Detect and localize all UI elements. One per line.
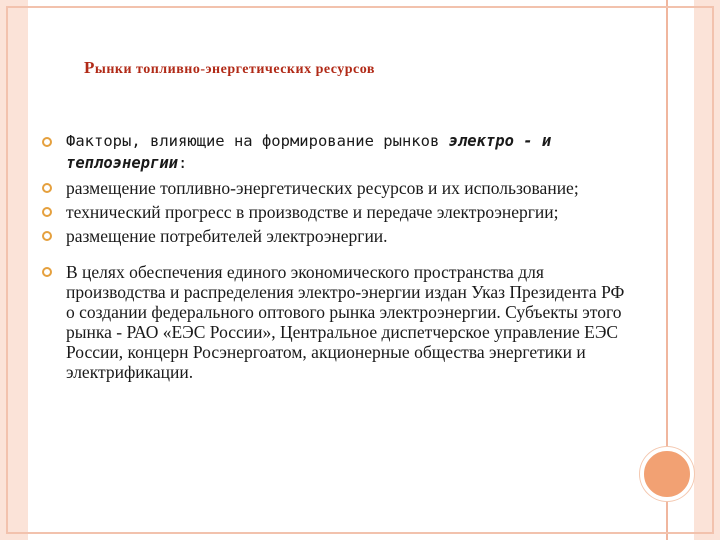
bullet-circle-icon [42, 183, 52, 193]
bullet-circle-icon [42, 137, 52, 147]
item-text: В целях обеспечения единого экономического пространства для производства и распределения электро-энергии издан Указ Президента РФ о создании федерального оптового рынка электроэнергии. Субъекты этого рынка - РАО «ЕЭС России», Центральное диспетчерское управление ЕЭС России, концерн Росэнергоатом, акционерные общества энергетики и электрификации. [66, 262, 625, 382]
item-text-suffix: : [177, 154, 188, 172]
slide-title [84, 58, 375, 78]
list-item [40, 130, 630, 174]
list-item [40, 178, 630, 198]
list-item [40, 226, 630, 246]
bullet-circle-icon [42, 231, 52, 241]
item-text-italic: электро - и теплоэнергии [66, 132, 552, 172]
bullet-circle-icon [42, 207, 52, 217]
title-first-letter: Р [84, 58, 95, 77]
bullet-circle-icon [42, 267, 52, 277]
list-item [40, 202, 630, 222]
bullet-list [40, 130, 630, 386]
item-text: размещение топливно-энергетических ресурсов и их использование; [66, 178, 579, 198]
decorative-circle [640, 447, 694, 501]
list-item [40, 262, 630, 382]
item-text: технический прогресс в производстве и передаче электроэнергии; [66, 202, 559, 222]
title-rest: ынки топливно-энергетических ресурсов [94, 62, 375, 77]
item-text: размещение потребителей электроэнергии. [66, 226, 388, 246]
item-text: Факторы, влияющие на формирование рынков [66, 132, 449, 150]
